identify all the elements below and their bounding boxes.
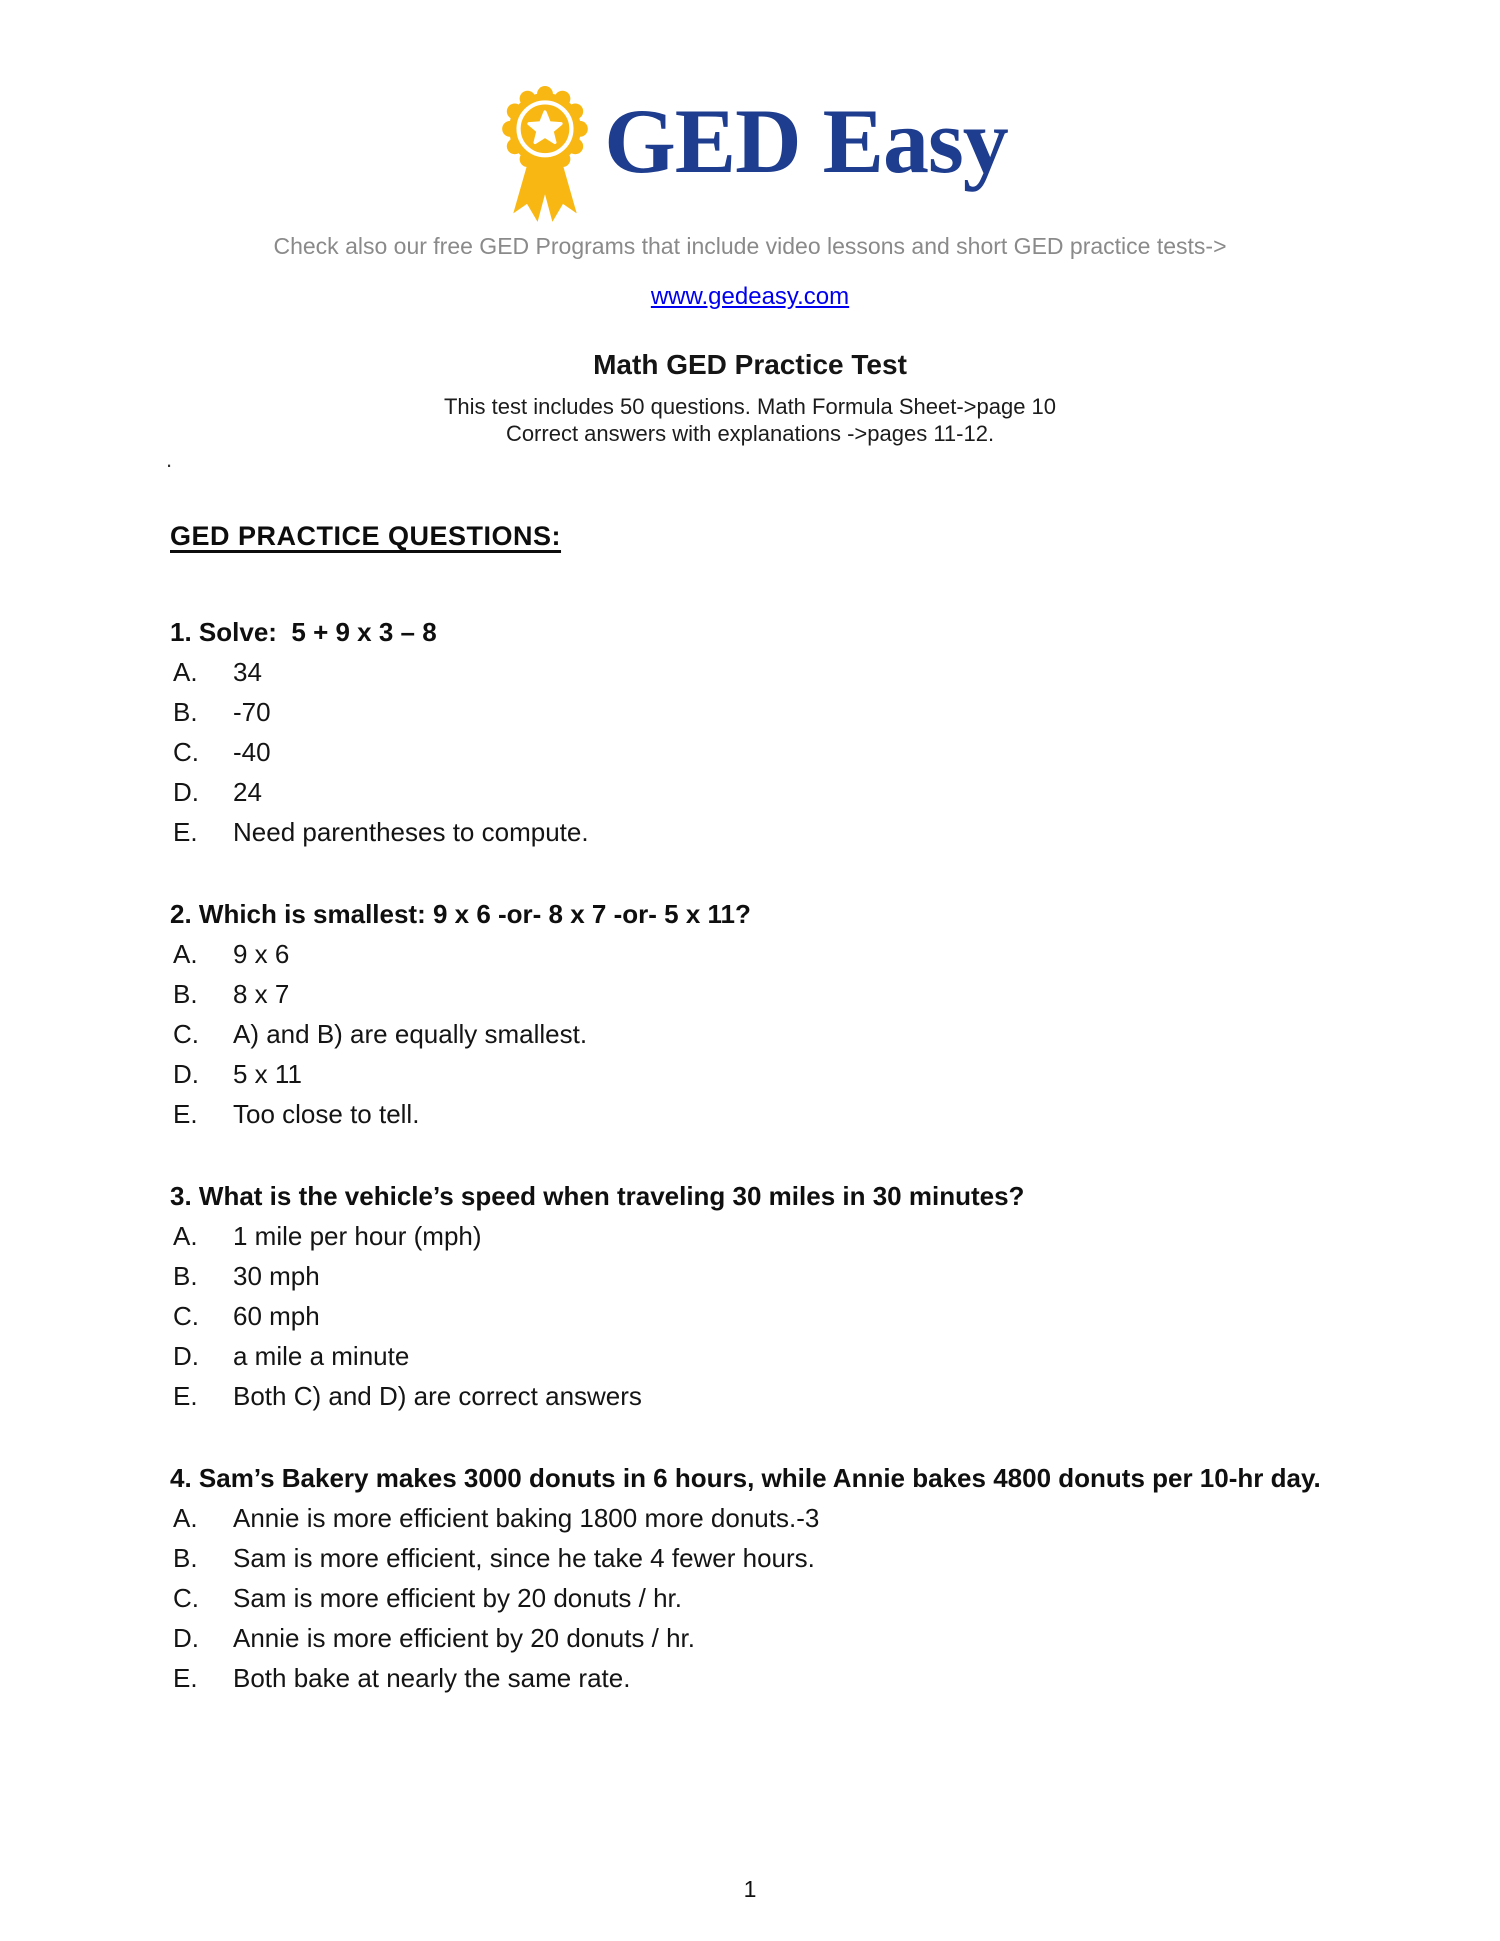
tagline: Check also our free GED Programs that include video lessons and short GED practice tests-> bbox=[273, 233, 1227, 259]
option-letter: B. bbox=[173, 1261, 198, 1291]
option-text: A) and B) are equally smallest. bbox=[233, 1019, 588, 1049]
answer-option bbox=[170, 1296, 1440, 1336]
option-letter: E. bbox=[173, 1663, 198, 1693]
option-letter: E. bbox=[173, 1381, 198, 1411]
option-text: Sam is more efficient by 20 donuts / hr. bbox=[233, 1583, 682, 1613]
answer-option bbox=[170, 692, 1440, 732]
page-number: 1 bbox=[743, 1876, 757, 1902]
answer-option bbox=[170, 1658, 1440, 1698]
option-text: Sam is more efficient, since he take 4 fewer hours. bbox=[233, 1543, 815, 1573]
option-text: Need parentheses to compute. bbox=[233, 817, 589, 847]
option-letter: C. bbox=[173, 1019, 199, 1049]
question-prompt: 1. Solve: 5 + 9 x 3 – 8 bbox=[170, 617, 437, 647]
option-text: 30 mph bbox=[233, 1261, 320, 1291]
answer-option bbox=[170, 1256, 1440, 1296]
option-text: a mile a minute bbox=[233, 1341, 410, 1371]
answer-option bbox=[170, 1054, 1440, 1094]
answer-option bbox=[170, 1336, 1440, 1376]
option-letter: D. bbox=[173, 1623, 199, 1653]
option-letter: C. bbox=[173, 737, 199, 767]
option-letter: A. bbox=[173, 657, 198, 687]
option-letter: E. bbox=[173, 1099, 198, 1129]
answer-option bbox=[170, 1094, 1440, 1134]
option-text: 9 x 6 bbox=[233, 939, 290, 969]
option-text: 1 mile per hour (mph) bbox=[233, 1221, 482, 1251]
award-badge-icon bbox=[492, 76, 598, 224]
answer-option bbox=[170, 1216, 1440, 1256]
answer-option bbox=[170, 974, 1440, 1014]
option-text: Both bake at nearly the same rate. bbox=[233, 1663, 631, 1693]
answer-option bbox=[170, 934, 1440, 974]
question-3 bbox=[170, 1176, 1440, 1416]
option-text: 34 bbox=[233, 657, 262, 687]
option-text: 60 mph bbox=[233, 1301, 320, 1331]
option-letter: B. bbox=[173, 979, 198, 1009]
question-1 bbox=[170, 612, 1440, 852]
answer-option bbox=[170, 1618, 1440, 1658]
option-letter: E. bbox=[173, 817, 198, 847]
option-letter: A. bbox=[173, 939, 198, 969]
option-letter: B. bbox=[173, 1543, 198, 1573]
option-text: Both C) and D) are correct answers bbox=[233, 1381, 642, 1411]
option-letter: D. bbox=[173, 777, 199, 807]
doc-subtitle-line2: Correct answers with explanations ->pages 11-12. bbox=[505, 421, 995, 446]
answer-option bbox=[170, 1376, 1440, 1416]
answer-option bbox=[170, 732, 1440, 772]
option-letter: D. bbox=[173, 1059, 199, 1089]
logo bbox=[0, 72, 1500, 228]
question-4 bbox=[170, 1458, 1440, 1698]
option-letter: C. bbox=[173, 1583, 199, 1613]
option-letter: A. bbox=[173, 1221, 198, 1251]
option-text: -40 bbox=[233, 737, 271, 767]
website-link[interactable]: www.gedeasy.com bbox=[650, 283, 850, 310]
option-letter: A. bbox=[173, 1503, 198, 1533]
question-2 bbox=[170, 894, 1440, 1134]
stray-dot: . bbox=[166, 447, 173, 472]
option-letter: B. bbox=[173, 697, 198, 727]
option-text: -70 bbox=[233, 697, 271, 727]
option-letter: D. bbox=[173, 1341, 199, 1371]
question-prompt: 3. What is the vehicle’s speed when traveling 30 miles in 30 minutes? bbox=[170, 1181, 1025, 1211]
answer-option bbox=[170, 772, 1440, 812]
option-letter: C. bbox=[173, 1301, 199, 1331]
doc-subtitle-line1: This test includes 50 questions. Math Formula Sheet->page 10 bbox=[443, 394, 1057, 419]
questions-list bbox=[170, 612, 1440, 1740]
option-text: Annie is more efficient baking 1800 more donuts.-3 bbox=[233, 1503, 820, 1533]
answer-option bbox=[170, 1014, 1440, 1054]
option-text: 5 x 11 bbox=[233, 1059, 302, 1089]
logo-text: GED Easy bbox=[604, 90, 1008, 192]
option-text: 8 x 7 bbox=[233, 979, 290, 1009]
answer-option bbox=[170, 1538, 1440, 1578]
section-heading: GED PRACTICE QUESTIONS: bbox=[170, 521, 562, 551]
answer-option bbox=[170, 1578, 1440, 1618]
website-link-row bbox=[0, 283, 1500, 311]
option-text: 24 bbox=[233, 777, 262, 807]
option-text: Too close to tell. bbox=[233, 1099, 420, 1129]
answer-option bbox=[170, 1498, 1440, 1538]
question-prompt: 2. Which is smallest: 9 x 6 -or- 8 x 7 -or- 5 x 11? bbox=[170, 899, 751, 929]
answer-option bbox=[170, 652, 1440, 692]
question-prompt: 4. Sam’s Bakery makes 3000 donuts in 6 hours, while Annie bakes 4800 donuts per 10-hr day. bbox=[170, 1463, 1321, 1493]
option-text: Annie is more efficient by 20 donuts / hr. bbox=[233, 1623, 696, 1653]
answer-option bbox=[170, 812, 1440, 852]
doc-title: Math GED Practice Test bbox=[593, 349, 907, 380]
